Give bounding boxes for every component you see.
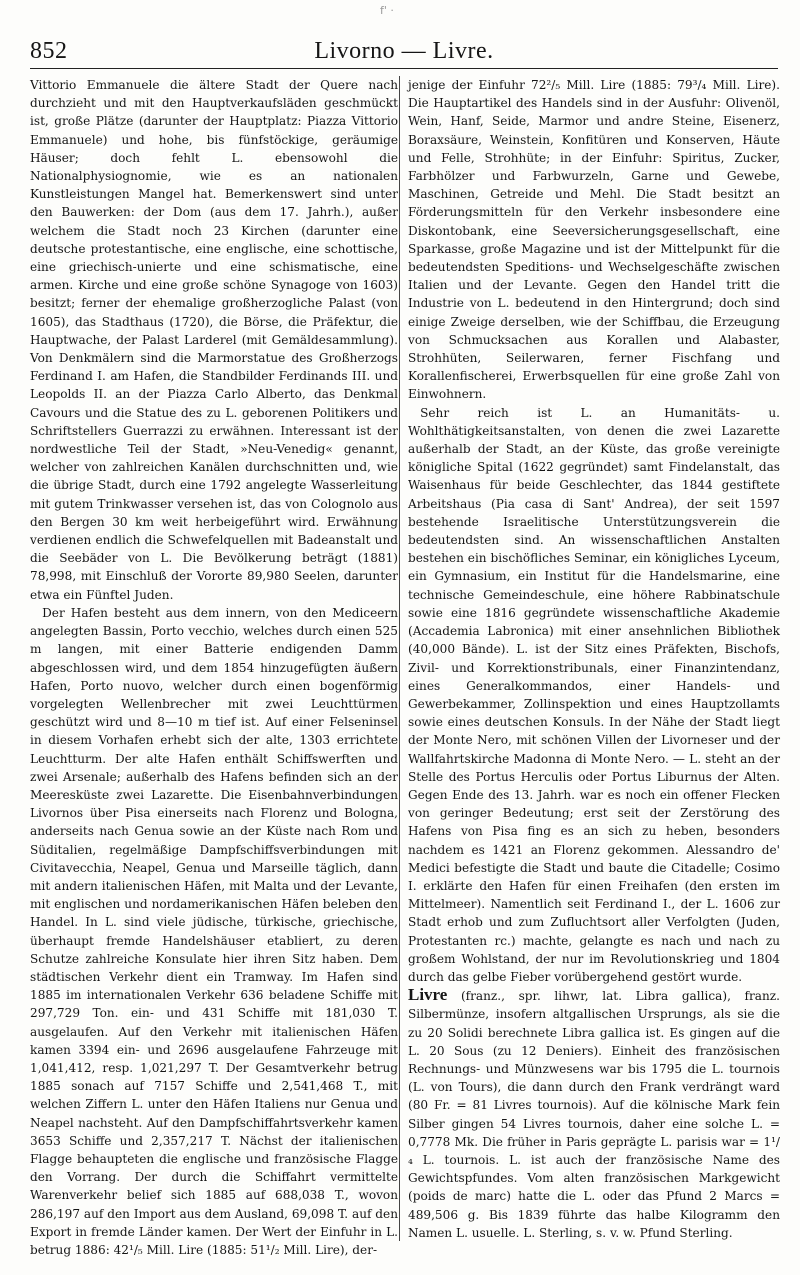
livorno-city-paragraph: Vittorio Emmanuele die ältere Stadt der Quere nach durchzieht und mit den Hauptverkaufsläden geschmückt ist, große Plätze (darunter der Hauptplatz: Piazza Vittorio Emmanuele) und hohe, bis fünfstöckige, geräumige Häuser; doch fehlt L. ebensowohl die Nationalphysiognomie, wie es an nationalen Kunstleistungen Mangel hat. Bemerkenswert sind unter den Bauwerken: der Dom (aus dem 17. Jahrh.), außer welchem die Stadt noch 23 Kirchen (darunter eine deutsche protestantische, eine englische, eine schottische, eine griechisch-unierte und eine schismatische, eine armen. Kirche und eine große schöne Synagoge von 1603) besitzt; ferner der ehemalige großherzogliche Palast (von 1605), das Stadthaus (1720), die Börse, die Präfektur, die Hauptwache, der Palast Larderel (mit Gemäldesammlung). Von Denkmälern sind die Marmorstatue des Großherzogs Ferdinand I. am Hafen, die Standbilder Ferdinands III. und Leopolds II. an der Piazza Carlo Alberto, das Denkmal Cavours und die Statue des zu L. geborenen Politikers und Schriftstellers Guerrazzi zu erwähnen. Interessant ist der nordwestliche Teil der Stadt, »Neu-Venedig« genannt, welcher von zahlreichen Kanälen durchschnitten und, wie die übrige Stadt, durch eine 1792 angelegte Wasserleitung mit gutem Trinkwasser versehen ist, das von Colognolo aus den Bergen 30 km weit herbeigeführt wird. Erwähnung verdienen endlich die Schwefelquellen mit Badeanstalt und die Seebäder von L. Die Bevölkerung beträgt (1881) 78,998, mit Einschluß der Vororte 89,980 Seelen, darunter etwa ein Fünftel Juden. [30, 78, 398, 602]
left-column [30, 76, 398, 1259]
page-number: 852 [30, 38, 68, 64]
top-mark: f' · [380, 4, 394, 17]
livre-lemma: Livre [408, 985, 448, 1005]
running-head: Livorno — Livre. [314, 38, 494, 64]
livorno-institutions-paragraph: Sehr reich ist L. an Humanitäts- u. Wohlthätigkeitsanstalten, von denen die zwei Lazarette außerhalb der Stadt, an der Küste, das große vereinigte königliche Spital (1622 gegründet) samt Findelanstalt, das Waisenhaus für beide Geschlechter, das 1844 gestiftete Arbeitshaus (Pia casa di Sant' Andrea), der seit 1597 bestehende Israelitische Unterstützungsverein die bedeutendsten sind. An wissenschaftlichen Anstalten bestehen ein bischöfliches Seminar, ein königliches Lyceum, ein Gymnasium, ein Institut für die Handelsmarine, eine technische Gemeindeschule, eine höhere Rabbinatschule sowie eine 1816 gegründete wissenschaftliche Akademie (Accademia Labronica) mit einer ansehnlichen Bibliothek (40,000 Bände). L. ist der Sitz eines Präfekten, Bischofs, Zivil- und Korrektionstribunals, einer Finanzintendanz, eines Generalkommandos, einer Handels- und Gewerbekammer, Zollinspektion und eines Hauptzollamts sowie eines deutschen Konsuls. In der Nähe der Stadt liegt der Monte Nero, mit schönen Villen der Livorneser und der Wallfahrtskirche Madonna di Monte Nero. — L. steht an der Stelle des Portus Herculis oder Portus Liburnus der Alten. Gegen Ende des 13. Jahrh. war es noch ein offener Flecken von geringer Bedeutung; erst seit der Zerstörung des Hafens von Pisa fing es an sich zu heben, besonders nachdem es 1421 an Florenz gekommen. Alessandro de' Medici befestigte die Stadt und baute die Citadelle; Cosimo I. erklärte den Hafen für einen Freihafen (den ersten im Mittelmeer). Namentlich seit Ferdinand I., der L. 1606 zur Stadt erhob und zum Zufluchtsort aller Verfolgten (Juden, Protestanten rc.) machte, gelangte es nach und nach zu großem Wohlstand, der nur im Revolutionskrieg und 1804 durch das gelbe Fieber vorübergehend gestört wurde. [408, 405, 780, 984]
column-divider [399, 76, 400, 1241]
livorno-harbor-paragraph: Der Hafen besteht aus dem innern, von den Mediceern angelegten Bassin, Porto vecchio, welches durch einen 525 m langen, mit einer Batterie endigenden Damm abgeschlossen wird, und dem 1854 hinzugefügten äußern Hafen, Porto nuovo, welcher durch einen bogenförmig vorgelegten Wellenbrecher mit zwei Leuchttürmen geschützt wird und 8—10 m tief ist. Auf einer Felseninsel in diesem Vorhafen erhebt sich der alte, 1303 errichtete Leuchtturm. Der alte Hafen enthält Schiffswerften und zwei Arsenale; außerhalb des Hafens befinden sich an der Meeresküste zwei Lazarette. Die Eisenbahnverbindungen Livornos über Pisa einerseits nach Florenz und Bologna, anderseits nach Genua sowie an der Küste nach Rom und Süditalien, regelmäßige Dampfschiffsverbindungen mit Civitavecchia, Neapel, Genua und Marseille täglich, dann mit andern italienischen Häfen, mit Malta und der Levante, mit englischen und nordamerikanischen Häfen beleben den Handel. In L. sind viele jüdische, türkische, griechische, überhaupt fremde Handelshäuser etabliert, zu deren Schutze zahlreiche Konsulate hier ihren Sitz haben. Dem städtischen Verkehr dient ein Tramway. Im Hafen sind 1885 im internationalen Verkehr 636 beladene Schiffe mit 297,729 Ton. ein- und 431 Schiffe mit 181,030 T. ausgelaufen. Auf den Verkehr mit italienischen Häfen kamen 3394 ein- und 2696 ausgelaufene Fahrzeuge mit 1,041,412, resp. 1,021,297 T. Der Gesamtverkehr betrug 1885 sonach auf 7157 Schiffe und 2,541,468 T., mit welchen Ziffern L. unter den Häfen Italiens nur Genua und Neapel nachsteht. Auf den Dampfschiffahrtsverkehr kamen 3653 Schiffe und 2,357,217 T. Nächst der italienischen Flagge behaupteten die englische und französische Flagge den Vorrang. Der durch die Schiffahrt vermittelte Warenverkehr belief sich 1885 auf 688,038 T., wovon 286,197 auf den Import aus dem Ausland, 69,098 T. auf den Export in fremde Länder kamen. Der Wert der Einfuhr in L. betrug 1886: 42¹/₅ Mill. Lire (1885: 51¹/₂ Mill. Lire), der- [30, 605, 398, 1257]
livre-entry [408, 986, 780, 1242]
page-header [30, 36, 778, 69]
livre-text: (franz., spr. lihwr, lat. Libra gallica), franz. Silbermünze, insofern altgallischen Ursprungs, als sie die zu 20 Solidi berechnete Libra gallica ist. Es gingen auf die L. 20 Sous (zu 12 Deniers). Einheit des französischen Rechnungs- und Münzwesens war bis 1795 die L. tournois (L. von Tours), die dann durch den Frank verdrängt ward (80 Fr. = 81 Livres tournois). Auf die kölnische Mark fein Silber gingen 54 Livres tournois, daher eine solche L. = 0,7778 Mk. Die früher in Paris geprägte L. parisis war = 1¹/₄ L. tournois. L. ist auch der französische Name des Gewichtspfundes. Vom alten französischen Markgewicht (poids de marc) hatte die L. oder das Pfund 2 Marcs = 489,506 g. Bis 1839 führte das halbe Kilogramm den Namen L. usuelle. L. Sterling, s. v. w. Pfund Sterling. [408, 989, 780, 1240]
right-column [408, 76, 780, 1242]
livorno-trade-paragraph: jenige der Einfuhr 72²/₅ Mill. Lire (1885: 79³/₄ Mill. Lire). Die Hauptartikel des Handels sind in der Ausfuhr: Olivenöl, Wein, Hanf, Seide, Marmor und andre Steine, Eisenerz, Boraxsäure, Weinstein, Konfitüren und Konserven, Häute und Felle, Strohhüte; in der Einfuhr: Spiritus, Zucker, Farbhölzer und Farbwurzeln, Garne und Gewebe, Maschinen, Getreide und Mehl. Die Stadt besitzt an Förderungsmitteln für den Verkehr insbesondere eine Diskontobank, eine Seeversicherungsgesellschaft, eine Sparkasse, große Magazine und ist der Mittelpunkt für die bedeutendsten Speditions- und Wechselgeschäfte zwischen Italien und der Levante. Gegen den Handel tritt die Industrie von L. bedeutend in den Hintergrund; doch sind einige Zweige derselben, wie der Schiffbau, die Erzeugung von Schmucksachen aus Korallen und Alabaster, Strohhüten, Seilerwaren, ferner Fischfang und Korallenfischerei, Erwerbsquellen für eine große Zahl von Einwohnern. [408, 78, 780, 402]
